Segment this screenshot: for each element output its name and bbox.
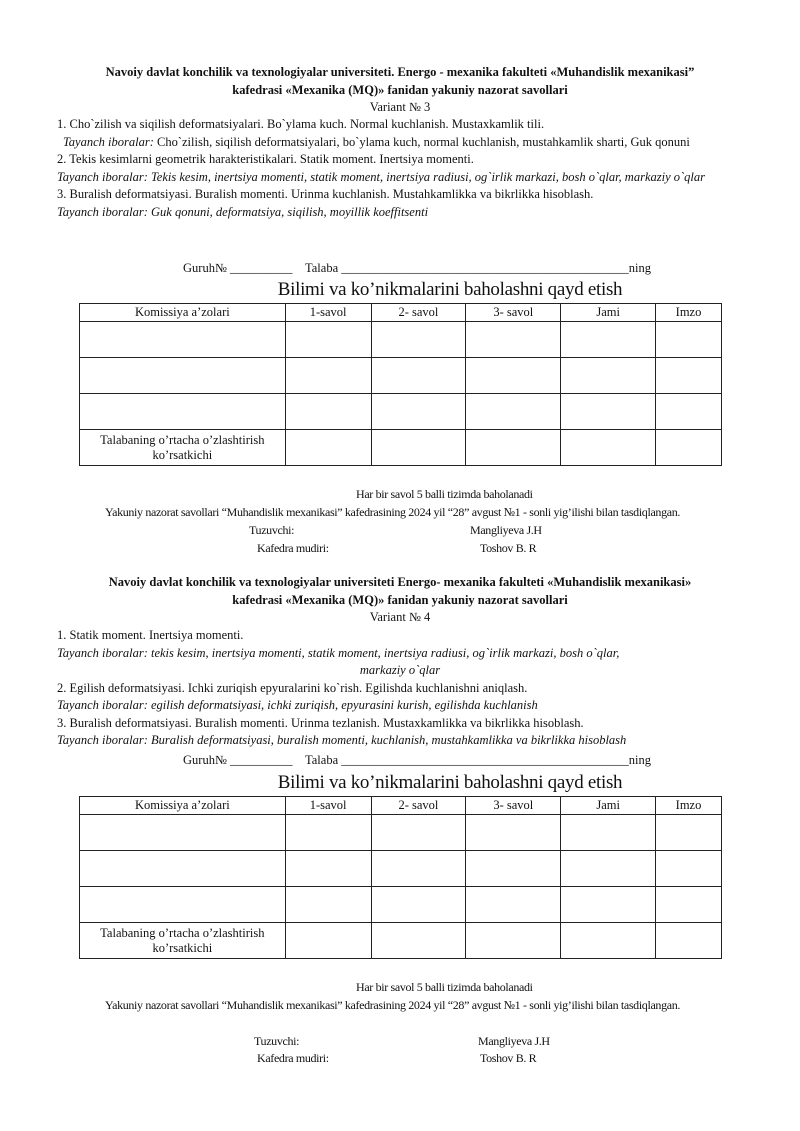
cell[interactable]	[466, 815, 561, 851]
variant-label: Variant № 4	[369, 610, 431, 624]
table-row	[80, 887, 722, 923]
keywords-text: Cho`zilish, siqilish deformatsiyalari, bo`ylama kuch, normal kuchlanish, mustahkamlik sharti, Guk qonuni	[153, 134, 690, 149]
question-1: 1. Statik moment. Inertsiya momenti.	[57, 628, 244, 642]
header-commission: Komissiya a’zolari	[80, 304, 286, 322]
compiler-label: Tuzuvchi:	[249, 523, 295, 537]
question-2: 2. Tekis kesimlarni geometrik harakteristikalari. Statik moment. Inertsiya momenti.	[57, 152, 474, 166]
student-field[interactable]: Talaba ______________________________________________ning	[305, 753, 651, 767]
question-1: 1. Cho`zilish va siqilish deformatsiyalari. Bo`ylama kuch. Normal kuchlanish. Mustaxkamlik tili.	[57, 117, 545, 131]
grades-table	[79, 303, 722, 466]
head-label: Kafedra mudiri:	[257, 541, 329, 555]
table-row	[80, 322, 722, 358]
cell[interactable]	[561, 394, 656, 430]
cell[interactable]	[561, 430, 656, 466]
cell[interactable]	[656, 851, 722, 887]
header-q2: 2- savol	[371, 797, 466, 815]
cell[interactable]	[80, 851, 286, 887]
header-q3: 3- savol	[466, 304, 561, 322]
approval-note: Yakuniy nazorat savollari “Muhandislik mexanikasi” kafedrasining 2024 yil “28” avgust №1 - sonli yig’ilishi bilan tasdiqlangan.	[105, 505, 680, 519]
grades-table	[79, 796, 722, 959]
cell[interactable]	[656, 322, 722, 358]
header-q2: 2- savol	[371, 304, 466, 322]
student-line	[0, 752, 800, 769]
header-line-1: Navoiy davlat konchilik va texnologiyalar universiteti. Energo - mexanika fakulteti «Muhandislik mexanikasi”	[105, 65, 695, 79]
cell[interactable]	[656, 358, 722, 394]
header-line-1: Navoiy davlat konchilik va texnologiyalar universiteti Energo- mexanika fakulteti «Muhandislik mexanikasi»	[108, 575, 692, 589]
head-label: Kafedra mudiri:	[257, 1051, 329, 1065]
table-row	[80, 815, 722, 851]
header-q3: 3- savol	[466, 797, 561, 815]
keywords-1: Tayanch iboralar: tekis kesim, inertsiya momenti, statik moment, inertsiya radiusi, og`irlik markazi, bosh o`qlar,	[57, 645, 620, 660]
variant-label: Variant № 3	[369, 100, 431, 114]
table-title: Bilimi va ko’nikmalarini baholashni qayd etish	[277, 279, 623, 300]
cell[interactable]	[561, 923, 656, 959]
student-field[interactable]: Talaba ______________________________________________ning	[305, 261, 651, 275]
average-label: Talabaning o’rtacha o’zlashtirish ko’rsatkichi	[80, 923, 286, 959]
cell[interactable]	[466, 358, 561, 394]
compiler-name: Mangliyeva J.H	[478, 1034, 550, 1048]
cell[interactable]	[466, 322, 561, 358]
group-field[interactable]: Guruh№ __________	[183, 261, 293, 275]
variant-3-section	[0, 63, 800, 221]
cell[interactable]	[656, 394, 722, 430]
cell[interactable]	[285, 887, 371, 923]
cell[interactable]	[285, 923, 371, 959]
table-row	[80, 851, 722, 887]
header-q1: 1-savol	[285, 797, 371, 815]
head-name: Toshov B. R	[480, 541, 537, 555]
grading-note: Har bir savol 5 balli tizimda baholanadi	[356, 487, 533, 501]
cell[interactable]	[561, 358, 656, 394]
cell[interactable]	[371, 430, 466, 466]
cell[interactable]	[285, 394, 371, 430]
cell[interactable]	[561, 851, 656, 887]
header-signature: Imzo	[656, 797, 722, 815]
cell[interactable]	[80, 358, 286, 394]
cell[interactable]	[285, 815, 371, 851]
cell[interactable]	[285, 430, 371, 466]
average-label: Talabaning o’rtacha o’zlashtirish ko’rsatkichi	[80, 430, 286, 466]
keywords-1-continued: markaziy o`qlar	[359, 663, 441, 677]
cell[interactable]	[371, 322, 466, 358]
keywords-3: Tayanch iboralar: Guk qonuni, deformatsiya, siqilish, moyillik koeffitsenti	[57, 204, 429, 219]
header-commission: Komissiya a’zolari	[80, 797, 286, 815]
compiler-label: Tuzuvchi:	[254, 1034, 300, 1048]
head-name: Toshov B. R	[480, 1051, 537, 1065]
question-3: 3. Buralish deformatsiyasi. Buralish momenti. Urinma kuchlanish. Mustahkamlikka va bikrlikka hisoblash.	[57, 187, 594, 201]
table-header-row	[80, 797, 722, 815]
cell[interactable]	[285, 322, 371, 358]
table-header-row	[80, 304, 722, 322]
cell[interactable]	[466, 887, 561, 923]
cell[interactable]	[561, 322, 656, 358]
header-signature: Imzo	[656, 304, 722, 322]
cell[interactable]	[561, 887, 656, 923]
cell[interactable]	[371, 887, 466, 923]
cell[interactable]	[466, 923, 561, 959]
cell[interactable]	[80, 815, 286, 851]
cell[interactable]	[656, 923, 722, 959]
table-row	[80, 394, 722, 430]
keywords-label: Tayanch iboralar:	[63, 134, 154, 149]
cell[interactable]	[371, 358, 466, 394]
approval-note: Yakuniy nazorat savollari “Muhandislik mexanikasi” kafedrasining 2024 yil “28” avgust №1 - sonli yig’ilishi bilan tasdiqlangan.	[105, 998, 680, 1012]
cell[interactable]	[656, 815, 722, 851]
keywords-2	[57, 169, 747, 187]
keywords-text: : Tekis kesim, inertsiya momenti, statik moment, inertsiya radiusi, og`irlik markazi, bosh o`qlar, markaziy o`qlar	[143, 169, 706, 184]
cell[interactable]	[371, 851, 466, 887]
cell[interactable]	[285, 851, 371, 887]
cell[interactable]	[466, 430, 561, 466]
group-field[interactable]: Guruh№ __________	[183, 753, 293, 767]
question-3: 3. Buralish deformatsiyasi. Buralish momenti. Urinma tezlanish. Mustaxkamlikka va bikrlikka hisoblash.	[57, 715, 584, 730]
keywords-2: Tayanch iboralar: egilish deformatsiyasi, ichki zuriqish, epyurasini kurish, egilishda kuchlanish	[57, 698, 538, 712]
keywords-3: Tayanch iboralar: Buralish deformatsiyasi, buralish momenti, kuchlanish, mustahkamlikka va bikrlikka hisoblash	[57, 733, 627, 747]
cell[interactable]	[371, 394, 466, 430]
header-q1: 1-savol	[285, 304, 371, 322]
cell[interactable]	[656, 430, 722, 466]
header-total: Jami	[561, 797, 656, 815]
variant-4-section	[0, 573, 800, 750]
table-title: Bilimi va ko’nikmalarini baholashni qayd etish	[277, 772, 623, 793]
cell[interactable]	[80, 887, 286, 923]
cell[interactable]	[80, 394, 286, 430]
cell[interactable]	[371, 923, 466, 959]
cell[interactable]	[561, 815, 656, 851]
cell[interactable]	[371, 815, 466, 851]
cell[interactable]	[466, 394, 561, 430]
grading-note: Har bir savol 5 balli tizimda baholanadi	[356, 980, 533, 994]
cell[interactable]	[466, 851, 561, 887]
keywords-label: Tayanch iboralar	[57, 169, 144, 184]
cell[interactable]	[80, 322, 286, 358]
question-2: 2. Egilish deformatsiyasi. Ichki zuriqish epyuralarini ko`rish. Egilishda kuchlanishni aniqlash.	[57, 680, 528, 695]
average-row	[80, 430, 722, 466]
cell[interactable]	[285, 358, 371, 394]
header-total: Jami	[561, 304, 656, 322]
average-row	[80, 923, 722, 959]
keywords-1	[63, 134, 753, 152]
header-line-2: kafedrasi «Mexanika (MQ)» fanidan yakuniy nazorat savollari	[232, 593, 568, 607]
cell[interactable]	[656, 887, 722, 923]
student-line	[0, 260, 800, 277]
header-line-2: kafedrasi «Mexanika (MQ)» fanidan yakuniy nazorat savollari	[232, 83, 568, 97]
compiler-name: Mangliyeva J.H	[470, 523, 542, 537]
table-row	[80, 358, 722, 394]
